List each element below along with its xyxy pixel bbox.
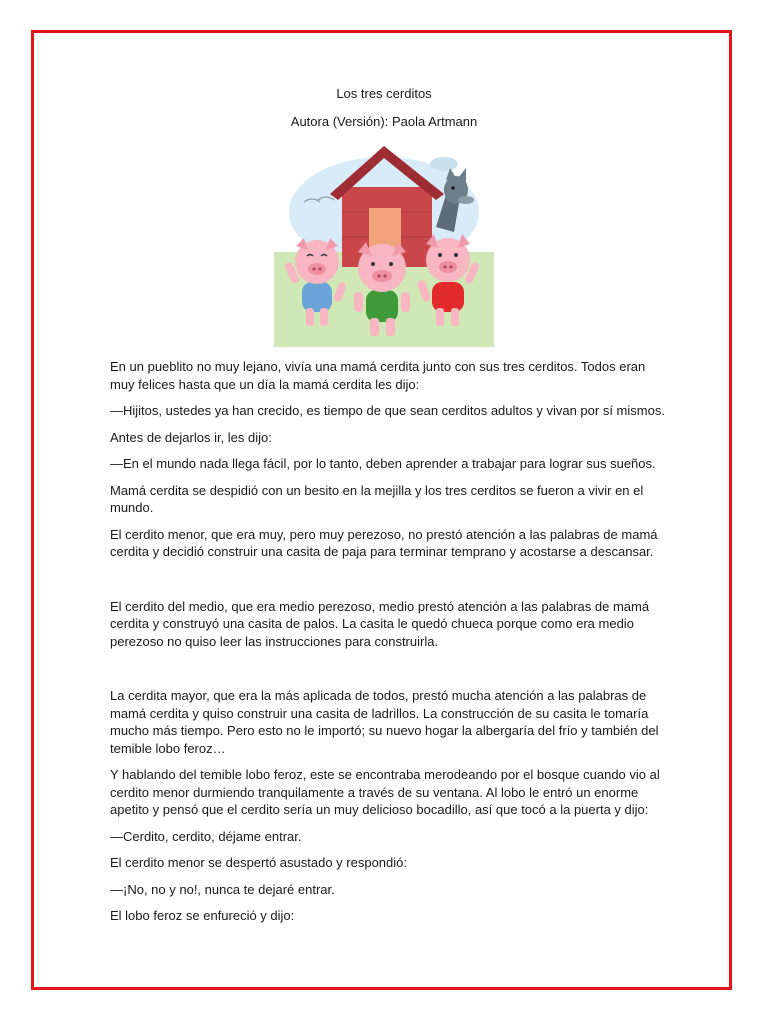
story-paragraph: La cerdita mayor, que era la más aplicada de todos, prestó mucha atención a las palabras de mamá cerdita y quiso construir una casita de ladrillos. La construcción de su casita le tomaría mucho más tiempo. Pero esto no le importó; su nuevo hogar la albergaría del frío y también del temible lobo feroz… — [110, 688, 659, 756]
story-text — [110, 358, 670, 925]
three-little-pigs-illustration — [274, 142, 494, 347]
document-title: Los tres cerditos — [336, 86, 432, 101]
story-paragraph: Antes de dejarlos ir, les dijo: — [110, 429, 272, 445]
story-paragraph: En un pueblito no muy lejano, vivía una mamá cerdita junto con sus tres cerditos. Todos eran muy felices hasta que un día la mamá cerdita les dijo: — [110, 359, 646, 392]
document-author: Autora (Versión): Paola Artmann — [290, 114, 478, 129]
story-paragraph: Y hablando del temible lobo feroz, este se encontraba merodeando por el bosque cuando vio al cerdito menor durmiendo tranquilamente a través de su ventana. Al lobo le entró un enorme apetito y pensó que el cerdito sería un muy delicioso bocadillo, así que tocó a la puerta y dijo: — [110, 767, 660, 817]
cloud-icon — [430, 157, 458, 171]
story-paragraph: —Cerdito, cerdito, déjame entrar. — [110, 828, 302, 844]
story-paragraph: —Hijitos, ustedes ya han crecido, es tiempo de que sean cerditos adultos y vivan por sí mismos. — [110, 403, 665, 418]
story-paragraph: —¡No, no y no!, nunca te dejaré entrar. — [110, 881, 335, 897]
story-paragraph: El lobo feroz se enfureció y dijo: — [110, 908, 295, 923]
story-paragraph: El cerdito del medio, que era medio perezoso, medio prestó atención a las palabras de mamá cerdita y construyó una casita de palos. La casita le quedó chueca porque como era medio perezoso no quiso leer las instrucciones para construirla. — [110, 598, 650, 649]
story-paragraph: El cerdito menor se despertó asustado y respondió: — [110, 855, 408, 870]
story-paragraph: —En el mundo nada llega fácil, por lo tanto, deben aprender a trabajar para lograr sus sueños. — [110, 456, 656, 471]
story-paragraph: El cerdito menor, que era muy, pero muy perezoso, no prestó atención a las palabras de mamá cerdita y decidió construir una casita de paja para terminar temprano y acostarse a descansar. — [110, 526, 658, 559]
story-paragraph: Mamá cerdita se despidió con un besito en la mejilla y los tres cerditos se fueron a vivir en el mundo. — [110, 482, 644, 515]
